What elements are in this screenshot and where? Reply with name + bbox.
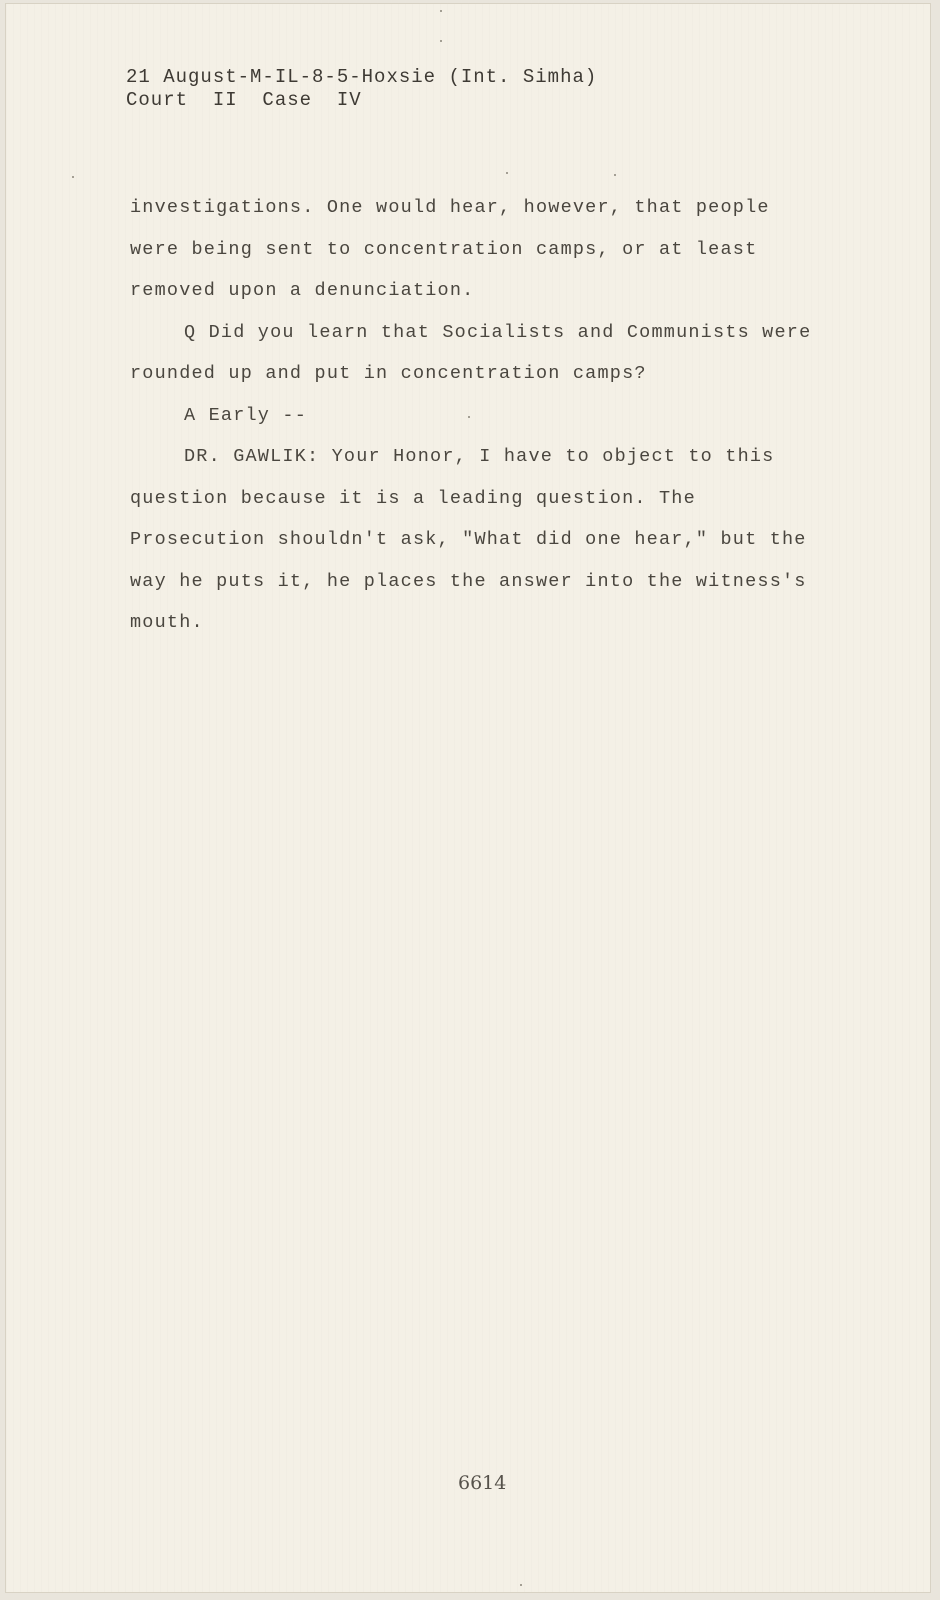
paper-speck: [440, 40, 442, 42]
paragraph-objection: DR. GAWLIK: Your Honor, I have to object to this question because it is a leading question. The Prosecution shouldn't ask, "What did one hear," but the way he puts it, he places the answer into the witness's mouth.: [130, 446, 807, 633]
header-court-case: Court II Case IV: [126, 89, 362, 111]
paper-speck: [506, 172, 508, 174]
page-number: 6614: [458, 1472, 507, 1494]
paper-speck: [72, 176, 74, 178]
transcript-body: [130, 187, 830, 644]
paragraph-investigations: investigations. One would hear, however, that people were being sent to concentration camps, or at least removed upon a denunciation.: [130, 197, 770, 301]
transcript-page: [6, 4, 930, 1592]
paper-speck: [468, 416, 470, 418]
paragraph-answer: A Early --: [184, 404, 308, 426]
page-header: [126, 66, 597, 112]
paper-speck: [440, 10, 442, 12]
header-case-reference: 21 August-M-IL-8-5-Hoxsie (Int. Simha): [126, 66, 598, 88]
paragraph-question: Q Did you learn that Socialists and Communists were rounded up and put in concentration camps?: [130, 321, 812, 384]
paper-speck: [614, 174, 616, 176]
paper-speck: [520, 1584, 522, 1586]
